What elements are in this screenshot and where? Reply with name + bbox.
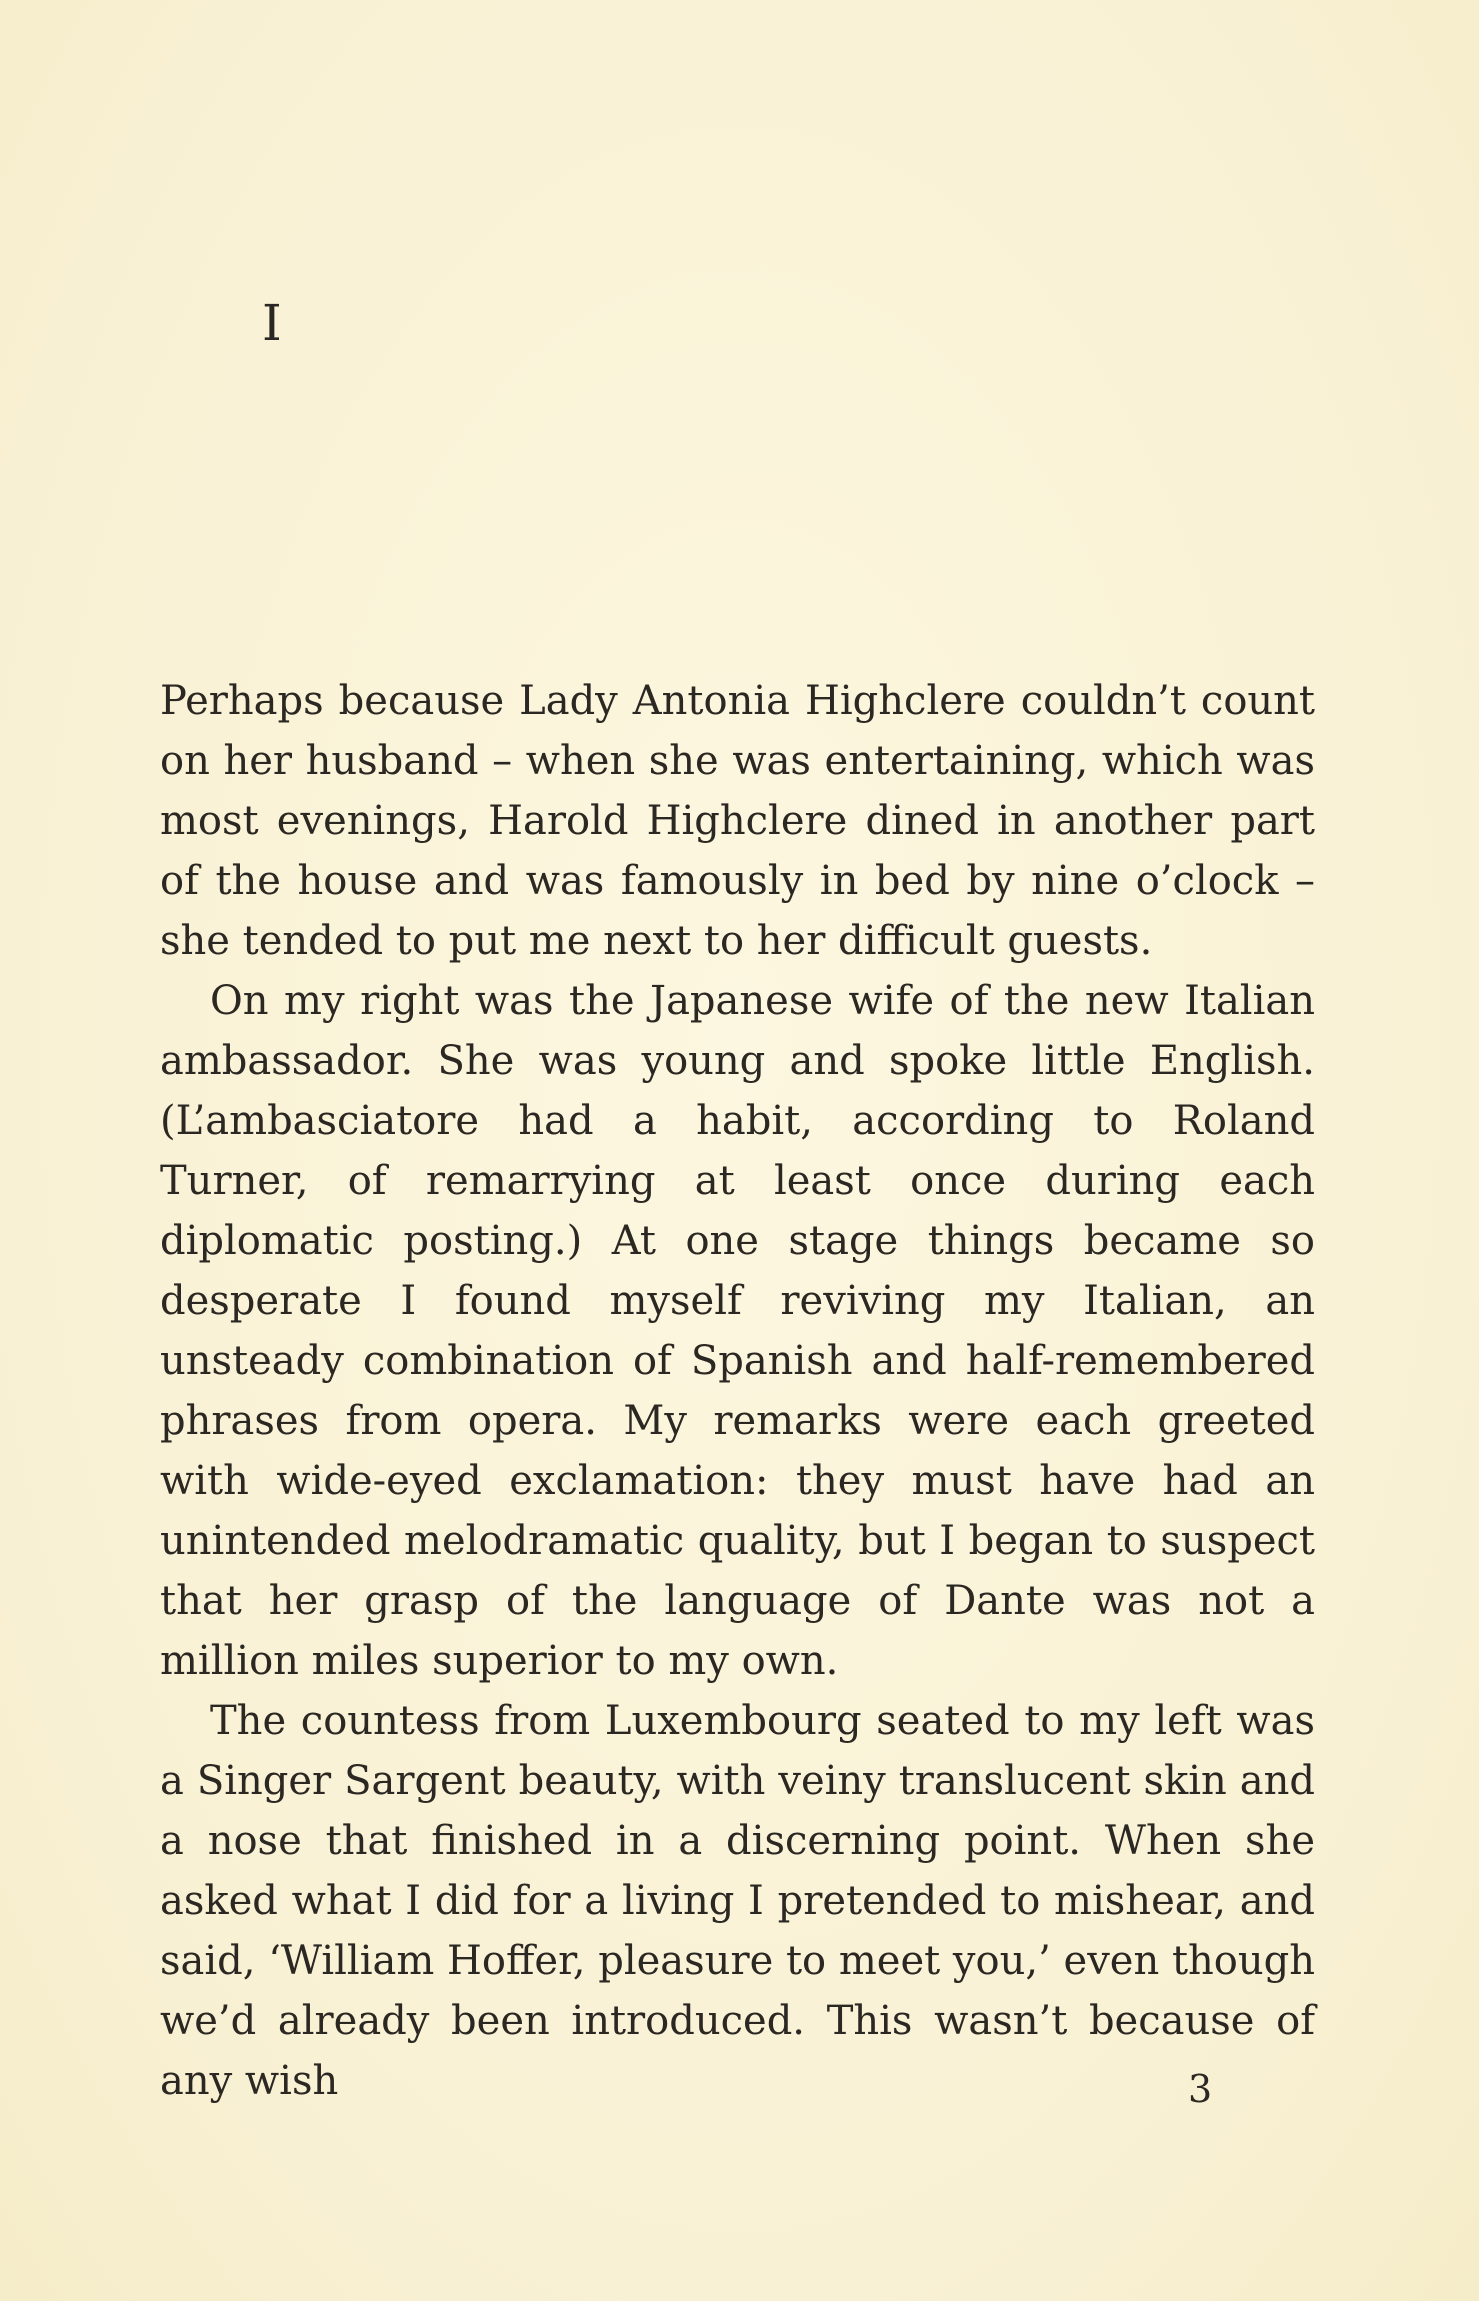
paragraph-1: Perhaps because Lady Antonia Highclere couldn’t count on her husband – when she was entertaining, which was most evenings, Harold Highclere dined in another part of the house and was famously in bed by nine o’clock – she tended to put me next to her difficult guests. bbox=[160, 678, 1315, 964]
page-number: 3 bbox=[1188, 2067, 1213, 2111]
paragraph-3: The countess from Luxembourg seated to my left was a Singer Sargent beauty, with veiny translucent skin and a nose that finished in a discerning point. When she asked what I did for a living I pretended to mishear, and said, ‘William Hoffer, pleasure to meet you,’ even though we’d already been introduced. This wasn’t because of any wish bbox=[160, 1698, 1315, 2104]
chapter-number: I bbox=[262, 294, 282, 352]
body-text bbox=[160, 671, 1315, 2111]
paragraph-2: On my right was the Japanese wife of the new Italian ambassador. She was young and spoke little English. (L’ambasciatore had a habit, according to Roland Turner, of remarrying at least once during each diplomatic posting.) At one stage things became so desperate I found myself reviving my Italian, an unsteady combination of Spanish and half-remembered phrases from opera. My remarks were each greeted with wide-eyed exclamation: they must have had an unintended melodramatic quality, but I began to suspect that her grasp of the language of Dante was not a million miles superior to my own. bbox=[160, 978, 1315, 1684]
